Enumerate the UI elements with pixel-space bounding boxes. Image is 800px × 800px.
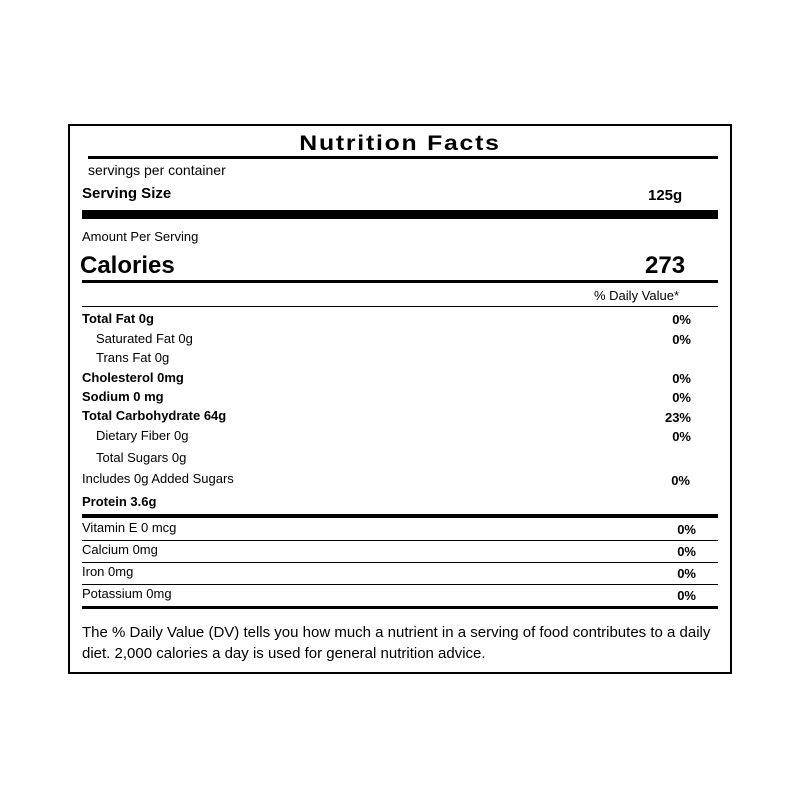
nutrient-saturated-fat-dv: 0% [672,332,691,347]
nutrient-sodium-dv: 0% [672,390,691,405]
nutrient-added-sugars: Includes 0g Added Sugars [82,471,234,486]
calories-value: 273 [645,252,686,279]
calories-label: Calories [80,252,175,279]
amount-per-serving: Amount Per Serving [82,229,199,244]
calcium-dv: 0% [677,544,696,559]
thick-rule-top [82,210,718,219]
serving-size-value: 125g [648,187,683,204]
vitamin-rule-1 [82,540,718,541]
vitamin-rule-2 [82,562,718,563]
potassium-dv: 0% [677,588,696,603]
thick-rule-middle [82,514,718,518]
nutrient-total-carbohydrate: Total Carbohydrate 64g [82,408,227,423]
vitamin-rule-3 [82,584,718,585]
nutrient-sodium: Sodium 0 mg [82,389,164,404]
nutrient-saturated-fat: Saturated Fat 0g [96,331,193,346]
nutrient-dietary-fiber: Dietary Fiber 0g [96,428,189,443]
servings-per-container: servings per container [88,162,226,178]
serving-size-label: Serving Size [82,185,172,202]
footnote: The % Daily Value (DV) tells you how much a nutrient in a serving of food contributes to a daily diet. 2,000 calories a day is used for general nutrition advice. [82,624,711,662]
nutrient-cholesterol-dv: 0% [672,371,691,386]
vitamin-e: Vitamin E 0 mcg [82,520,177,535]
nutrient-total-carbohydrate-dv: 23% [664,410,691,425]
nutrient-added-sugars-dv: 0% [671,473,690,488]
nutrient-protein: Protein 3.6g [82,494,157,509]
calcium: Calcium 0mg [82,542,158,557]
dv-header-rule [82,306,718,307]
nutrient-trans-fat: Trans Fat 0g [96,350,170,365]
nutrient-total-sugars: Total Sugars 0g [96,450,187,465]
iron-dv: 0% [677,566,696,581]
potassium: Potassium 0mg [82,586,172,601]
nutrient-cholesterol: Cholesterol 0mg [82,370,184,385]
label-title: Nutrition Facts [299,132,501,155]
nutrient-total-fat: Total Fat 0g [82,311,154,326]
nutrient-total-fat-dv: 0% [672,312,691,327]
calories-rule [82,280,718,283]
daily-value-header: % Daily Value* [594,288,680,303]
vitamin-e-dv: 0% [677,522,696,537]
iron: Iron 0mg [82,564,134,579]
thick-rule-bottom [82,606,718,609]
title-rule [88,156,718,159]
nutrient-dietary-fiber-dv: 0% [672,429,691,444]
nutrition-facts-panel [68,124,732,674]
